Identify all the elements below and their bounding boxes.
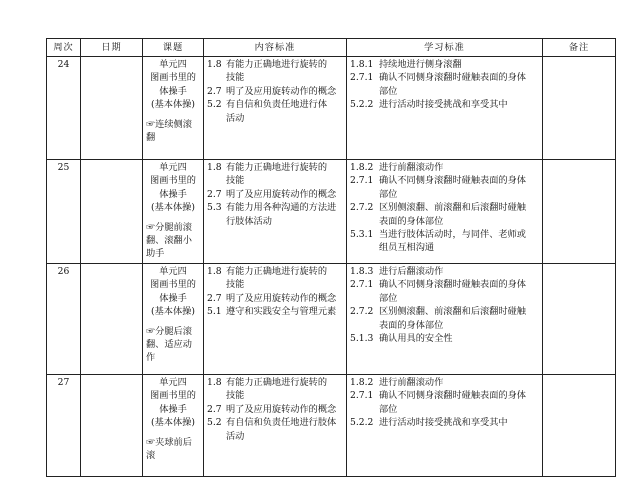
standard-code: 5.2.2	[350, 99, 374, 111]
topic-line: 体操手	[159, 403, 187, 415]
learning-standard-item	[350, 265, 539, 278]
standard-text: 有能力正确地进行旋转的	[226, 59, 328, 70]
learning-standard-cell	[347, 160, 543, 264]
standard-text: 区别侧滚翻、前滚翻和后滚翻时碰触	[379, 202, 526, 214]
standard-text: 明了及应用旋转动作的概念	[226, 85, 337, 97]
standard-text: 遵守和实践安全与管理元素	[226, 306, 337, 318]
standard-code: 1.8	[207, 266, 222, 277]
content-standard-item	[207, 188, 343, 201]
notes-cell	[543, 264, 616, 375]
date-cell	[81, 264, 143, 375]
standard-code: 5.1.3	[350, 333, 374, 345]
content-standard-cell	[204, 375, 347, 477]
content-standard-item	[207, 292, 343, 305]
notes-cell	[543, 160, 616, 264]
learning-standard-cell	[347, 375, 543, 477]
table-row	[47, 264, 616, 375]
learning-standard-cell	[347, 264, 543, 375]
content-standard-item	[207, 71, 343, 84]
learning-standard-cell	[347, 57, 543, 160]
learning-standard-item	[350, 58, 539, 71]
standard-text: 有自信和负责任地进行肢体	[226, 417, 337, 429]
topic-cell	[143, 57, 204, 160]
standard-text: 进行活动时接受挑战和享受其中	[379, 417, 508, 429]
topic-line: 图画书里的	[150, 279, 196, 291]
standard-text: 确认不同侧身滚翻时碰触表面的身体	[379, 390, 526, 402]
standard-code: 1.8	[207, 377, 222, 388]
learning-standard-item	[350, 215, 539, 228]
standard-code	[350, 292, 379, 305]
header-week: 周次	[47, 39, 81, 57]
content-standard-item	[207, 265, 343, 278]
learning-standard-item	[350, 161, 539, 174]
standard-text: 部位	[379, 85, 398, 97]
header-date: 日期	[81, 39, 143, 57]
standard-text: 持续地进行侧身滚翻	[379, 59, 462, 70]
standard-code: 2.7	[207, 403, 222, 415]
learning-standard-item	[350, 319, 539, 332]
table-row	[47, 57, 616, 160]
topic-cell	[143, 264, 204, 375]
topic-line: 体操手	[159, 292, 187, 304]
standard-text: 有能力正确地进行旋转的	[226, 162, 328, 173]
header-notes: 备注	[543, 39, 616, 57]
standard-text: 技能	[226, 72, 245, 84]
standard-text: 部位	[379, 403, 398, 415]
content-standard-cell	[204, 264, 347, 375]
learning-standard-item	[350, 416, 539, 429]
standard-code: 1.8.2	[350, 377, 374, 388]
standard-code	[350, 319, 379, 332]
standard-code: 5.2.2	[350, 417, 374, 429]
date-cell	[81, 160, 143, 264]
learning-standard-item	[350, 332, 539, 345]
topic-line: (基本体操)	[151, 306, 195, 318]
table-body	[47, 57, 616, 477]
topic-line: 体操手	[159, 85, 187, 97]
standard-code	[207, 71, 226, 84]
topic-cell	[143, 160, 204, 264]
standard-text: 进行前翻滚动作	[379, 162, 444, 173]
content-standard-item	[207, 389, 343, 402]
learning-standard-item	[350, 201, 539, 214]
standard-text: 进行活动时接受挑战和享受其中	[379, 99, 508, 111]
standard-text: 明了及应用旋转动作的概念	[226, 292, 337, 304]
standard-code	[207, 174, 226, 187]
header-content-standard: 内容标准	[204, 39, 347, 57]
standard-code: 2.7.1	[350, 279, 374, 291]
standard-code: 1.8	[207, 162, 222, 173]
standard-text: 部位	[379, 188, 398, 200]
header-learning-standard: 学习标准	[347, 39, 543, 57]
standard-code: 2.7	[207, 188, 222, 200]
week-cell: 25	[47, 160, 81, 264]
learning-standard-item	[350, 85, 539, 98]
standard-text: 确认不同侧身滚翻时碰触表面的身体	[379, 175, 526, 187]
notes-cell	[543, 57, 616, 160]
topic-activity-note: ☞分腿后滚翻、适应动作	[146, 325, 192, 364]
standard-code: 2.7	[207, 85, 222, 97]
learning-standard-item	[350, 98, 539, 111]
learning-standard-item	[350, 292, 539, 305]
content-standard-item	[207, 85, 343, 98]
standard-text: 有能力用各种沟通的方法进	[226, 202, 337, 214]
learning-standard-item	[350, 376, 539, 389]
standard-text: 部位	[379, 292, 398, 304]
content-standard-item	[207, 174, 343, 187]
topic-line: (基本体操)	[151, 99, 195, 111]
content-standard-cell	[204, 57, 347, 160]
table-row	[47, 160, 616, 264]
topic-line: 单元四	[159, 266, 187, 277]
date-cell	[81, 57, 143, 160]
standard-code: 5.3	[207, 202, 222, 214]
standard-text: 有能力正确地进行旋转的	[226, 266, 328, 277]
content-standard-item	[207, 430, 343, 443]
standard-code: 2.7.2	[350, 306, 374, 318]
topic-line: 单元四	[159, 162, 187, 173]
standard-code: 2.7.1	[350, 390, 374, 402]
standard-code: 2.7	[207, 292, 222, 304]
standard-code	[350, 403, 379, 416]
content-standard-item	[207, 58, 343, 71]
standard-text: 确认不同侧身滚翻时碰触表面的身体	[379, 279, 526, 291]
standard-code	[207, 430, 226, 443]
standard-text: 确认不同侧身滚翻时碰触表面的身体	[379, 72, 526, 84]
content-standard-item	[207, 161, 343, 174]
content-standard-item	[207, 201, 343, 214]
topic-activity-note: ☞分腿前滚翻、滚翻小助手	[146, 221, 192, 260]
standard-text: 确认用具的安全性	[379, 333, 453, 345]
standard-text: 进行后翻滚动作	[379, 266, 444, 277]
learning-standard-item	[350, 241, 539, 254]
week-cell: 24	[47, 57, 81, 160]
standard-code: 1.8.2	[350, 162, 374, 173]
content-standard-item	[207, 305, 343, 318]
learning-standard-item	[350, 228, 539, 241]
content-standard-item	[207, 278, 343, 291]
learning-standard-item	[350, 305, 539, 318]
standard-code: 5.3.1	[350, 229, 374, 241]
content-standard-item	[207, 112, 343, 125]
standard-text: 当进行肢体活动时，与同伴、老师或	[379, 229, 526, 241]
lesson-plan-table	[46, 38, 616, 477]
topic-activity-note: ☞夹球前后滚	[146, 436, 192, 462]
standard-code	[207, 278, 226, 291]
standard-code: 2.7.1	[350, 72, 374, 84]
topic-line: 图画书里的	[150, 390, 196, 402]
topic-line: 体操手	[159, 188, 187, 200]
content-standard-item	[207, 403, 343, 416]
topic-line: 图画书里的	[150, 175, 196, 187]
learning-standard-item	[350, 403, 539, 416]
topic-line: (基本体操)	[151, 202, 195, 214]
header-row	[47, 39, 616, 57]
content-standard-item	[207, 416, 343, 429]
standard-code: 5.2	[207, 417, 222, 429]
standard-text: 技能	[226, 175, 245, 187]
standard-code	[350, 215, 379, 228]
content-standard-item	[207, 98, 343, 111]
week-cell: 27	[47, 375, 81, 477]
week-cell: 26	[47, 264, 81, 375]
learning-standard-item	[350, 188, 539, 201]
standard-code: 1.8	[207, 59, 222, 70]
standard-text: 有能力正确地进行旋转的	[226, 377, 328, 388]
standard-text: 表面的身体部位	[379, 215, 444, 227]
header-topic: 课题	[143, 39, 204, 57]
content-standard-item	[207, 376, 343, 389]
standard-text: 活动	[226, 112, 245, 124]
learning-standard-item	[350, 278, 539, 291]
standard-text: 技能	[226, 390, 245, 402]
date-cell	[81, 375, 143, 477]
standard-code: 1.8.3	[350, 266, 374, 277]
topic-line: 单元四	[159, 377, 187, 388]
standard-text: 行肢体活动	[226, 215, 272, 227]
learning-standard-item	[350, 174, 539, 187]
content-standard-item	[207, 215, 343, 228]
standard-text: 明了及应用旋转动作的概念	[226, 188, 337, 200]
standard-code	[350, 85, 379, 98]
topic-line: (基本体操)	[151, 417, 195, 429]
learning-standard-item	[350, 71, 539, 84]
topic-activity-note: ☞连续侧滚翻	[146, 118, 192, 144]
standard-text: 技能	[226, 279, 245, 291]
standard-code	[207, 215, 226, 228]
standard-code	[350, 188, 379, 201]
topic-line: 图画书里的	[150, 72, 196, 84]
standard-code: 5.2	[207, 99, 222, 111]
standard-code	[207, 112, 226, 125]
topic-line: 单元四	[159, 59, 187, 70]
standard-code: 5.1	[207, 306, 222, 318]
content-standard-cell	[204, 160, 347, 264]
standard-text: 活动	[226, 430, 245, 442]
standard-text: 区别侧滚翻、前滚翻和后滚翻时碰触	[379, 306, 526, 318]
standard-text: 表面的身体部位	[379, 319, 444, 331]
table-row	[47, 375, 616, 477]
standard-text: 组员互相沟通	[379, 242, 435, 254]
notes-cell	[543, 375, 616, 477]
topic-cell	[143, 375, 204, 477]
standard-code: 2.7.2	[350, 202, 374, 214]
standard-text: 进行前翻滚动作	[379, 377, 444, 388]
standard-text: 明了及应用旋转动作的概念	[226, 403, 337, 415]
standard-code	[350, 241, 379, 254]
standard-text: 有自信和负责任地进行体	[226, 99, 328, 111]
standard-code: 1.8.1	[350, 59, 374, 70]
standard-code: 2.7.1	[350, 175, 374, 187]
learning-standard-item	[350, 389, 539, 402]
standard-code	[207, 389, 226, 402]
